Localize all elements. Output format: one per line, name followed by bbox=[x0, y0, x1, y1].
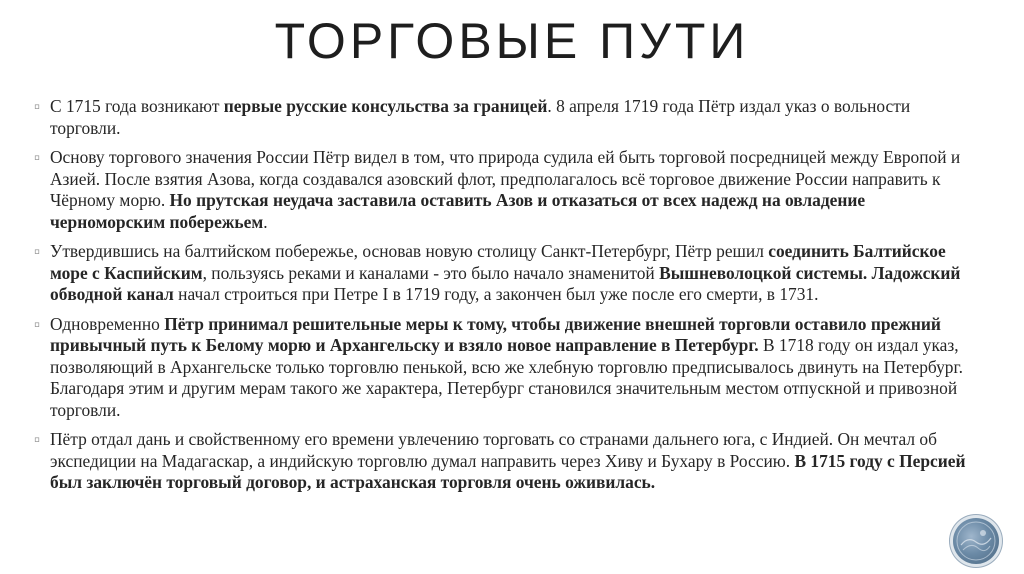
bullet-marker-icon: ▫ bbox=[34, 430, 41, 449]
bullet-text-bold: соединить Балтийское море с Каспийским bbox=[50, 241, 946, 283]
bullet-text: В 1718 году он издал указ, позволяющий в Архангельске только торговлю пенькой, всю же хлебную торговлю предписывалось двинуть на Петербург. Благодаря этим и другим мерам такого же характера, Петербург становился значительным местом отпускной и привозной торговли. bbox=[50, 335, 964, 420]
bullet-marker-icon: ▫ bbox=[34, 148, 41, 167]
bullet-text: С 1715 года возникают bbox=[50, 96, 224, 116]
bullet-text-bold: Пётр принимал решительные меры к тому, чтобы движение внешней торговли оставило прежний привычный путь к Белому морю и Архангельску и взяло новое направление в Петербург. bbox=[50, 313, 941, 355]
bullet-text: Утвердившись на балтийском побережье, основав новую столицу Санкт-Петербург, Пётр решил bbox=[50, 241, 769, 261]
bullet-text: Одновременно bbox=[50, 313, 165, 334]
bullet-item bbox=[34, 429, 982, 494]
bullet-item bbox=[34, 96, 982, 139]
bullet-text: начал строиться при Петре I в 1719 году, а закончен был уже после его смерти, в 1731. bbox=[173, 284, 819, 304]
bullet-list bbox=[34, 96, 982, 502]
slide-title: ТОРГОВЫЕ ПУТИ bbox=[274, 13, 750, 69]
bullet-text-bold: В 1715 году с Персией был заключён торговый договор, и астраханская торговля очень оживилась. bbox=[50, 450, 966, 492]
emblem-pattern-icon bbox=[953, 518, 999, 564]
bullet-text: Основу торгового значения России Пётр видел в том, что природа судила ей быть торговой посредницей между Европой и Азией. После взятия Азова, когда создавался азовский флот, предполагалось всё торговое движение России направить к Чёрному морю. bbox=[50, 147, 961, 210]
bullet-text: . bbox=[263, 211, 268, 232]
bullet-text: . 8 апреля 1719 года Пётр издал указ о вольности торговли. bbox=[50, 96, 911, 138]
bullet-text: Пётр отдал дань и свойственному его времени увлечению торговать со странами дальнего юга, с Индией. Он мечтал об экспедиции на Мадагаскар, а индийскую торговлю думал направить через Хиву и Бухару в Россию. bbox=[50, 429, 937, 471]
decorative-round-emblem-icon bbox=[953, 518, 999, 564]
bullet-item bbox=[34, 314, 982, 422]
bullet-text-bold: Вышневолоцкой системы. Ладожский обводной канал bbox=[50, 262, 961, 304]
bullet-text-bold: Но прутская неудача заставила оставить Азов и отказаться от всех надежд на овладение черноморским побережьем bbox=[50, 190, 866, 232]
bullet-item bbox=[34, 241, 982, 306]
bullet-marker-icon: ▫ bbox=[34, 97, 41, 116]
bullet-marker-icon: ▫ bbox=[34, 242, 41, 261]
bullet-item bbox=[34, 147, 982, 233]
bullet-marker-icon: ▫ bbox=[34, 314, 41, 334]
bullet-text-bold: первые русские консульства за границей bbox=[223, 96, 548, 116]
bullet-text: , пользуясь реками и каналами - это было начало знаменитой bbox=[202, 262, 660, 283]
